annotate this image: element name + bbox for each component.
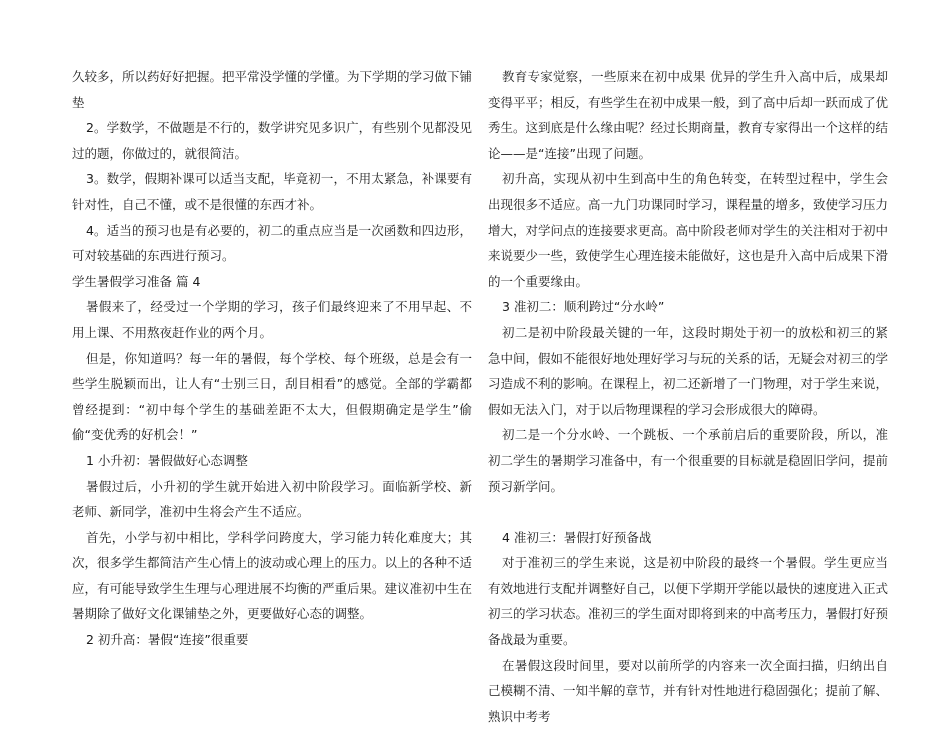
section-title: 学生暑假学习准备 篇 4 xyxy=(72,273,201,289)
paragraph: 初升高，实现从初中生到高中生的角色转变，在转型过程中，学生会出现很多不适应。高一九门功课同时学习，课程量的增多，致使学习压力增大，对学问点的连接要求更高。高中阶段老师对学生的关注相对于初中来说要少一些，致使学生心理连接未能做好，这也是升入高中后成果下滑的一个重要缘由。 xyxy=(488,171,889,289)
paragraph: 在暑假这段时间里，要对以前所学的内容来一次全面扫描，归纳出自己模糊不清、一知半解的章节，并有针对性地进行稳固强化；提前了解、熟识中考考 xyxy=(488,657,889,724)
paragraph: 暑假过后，小升初的学生就开始进入初中阶段学习。面临新学校、新老师、新同学，准初中生将会产生不适应。 xyxy=(72,478,472,520)
paragraph: 但是，你知道吗？每一年的暑假，每个学校、每个班级，总是会有一些学生脱颖而出，让人有“士别三日，刮目相看”的感觉。全部的学霸都曾经提到：“初中每个学生的基础差距不太大，但假期确定是学生”偷偷“变优秀的好机会！” xyxy=(72,350,472,443)
paragraph: 对于准初三的学生来说，这是初中阶段的最终一个暑假。学生更应当有效地进行支配并调整好自己，以便下学期开学能以最快的速度进入正式初三的学习状态。准初三的学生面对即将到来的中高考压力，暑假打好预备战最为重要。 xyxy=(488,555,889,648)
paragraph: 初二是初中阶段最关键的一年，这段时期处于初一的放松和初三的紧急中间，假如不能很好地处理好学习与玩的关系的话，无疑会对初三的学习造成不利的影响。在课程上，初二还新增了一门物理，对于学生来说，假如无法入门，对于以后物理课程的学习会形成很大的障碍。 xyxy=(488,324,889,417)
paragraph: 3。数学，假期补课可以适当支配，毕竟初一，不用太紧急，补课要有针对性，自己不懂，或不是很懂的东西才补。 xyxy=(72,171,472,212)
paragraph: 4。适当的预习也是有必要的，初二的重点应当是一次函数和四边形，可对较基础的东西进行预习。 xyxy=(72,222,472,264)
paragraph: 2。学数学，不做题是不行的，数学讲究见多识广，有些别个见都没见过的题，你做过的，就很简洁。 xyxy=(72,120,472,161)
subsection-heading: 3 准初二：顺利跨过“分水岭” xyxy=(502,299,665,315)
subsection-heading: 2 初升高：暑假“连接”很重要 xyxy=(86,632,249,648)
paragraph: 久较多，所以药好好把握。把平常没学懂的学懂。为下学期的学习做下铺垫 xyxy=(72,69,473,110)
left-column xyxy=(72,64,472,653)
paragraph: 暑假来了，经受过一个学期的学习，孩子们最终迎来了不用早起、不用上课、不用熬夜赶作业的两个月。 xyxy=(72,299,472,340)
right-column xyxy=(488,64,888,729)
subsection-heading: 4 准初三：暑假打好预备战 xyxy=(502,529,652,545)
subsection-heading: 1 小升初：暑假做好心态调整 xyxy=(86,452,248,468)
paragraph: 初二是一个分水岭、一个跳板、一个承前启后的重要阶段，所以，准初二学生的暑期学习准备中，有一个很重要的目标就是稳固旧学问，提前预习新学问。 xyxy=(488,427,889,494)
blank-line xyxy=(488,499,888,525)
paragraph: 首先，小学与初中相比，学科学问跨度大，学习能力转化难度大；其次，很多学生都简洁产生心情上的波动或心理上的压力。以上的各种不适应，有可能导致学生生理与心理进展不均衡的严重后果。建议准初中生在暑期除了做好文化课铺垫之外，更要做好心态的调整。 xyxy=(72,529,473,622)
paragraph: 教育专家觉察，一些原来在初中成果 优异的学生升入高中后，成果却变得平平；相反，有些学生在初中成果一般，到了高中后却一跃而成了优秀生。这到底是什么缘由呢？经过长期商量，教育专家得出一个这样的结论——是“连接”出现了问题。 xyxy=(488,69,889,161)
